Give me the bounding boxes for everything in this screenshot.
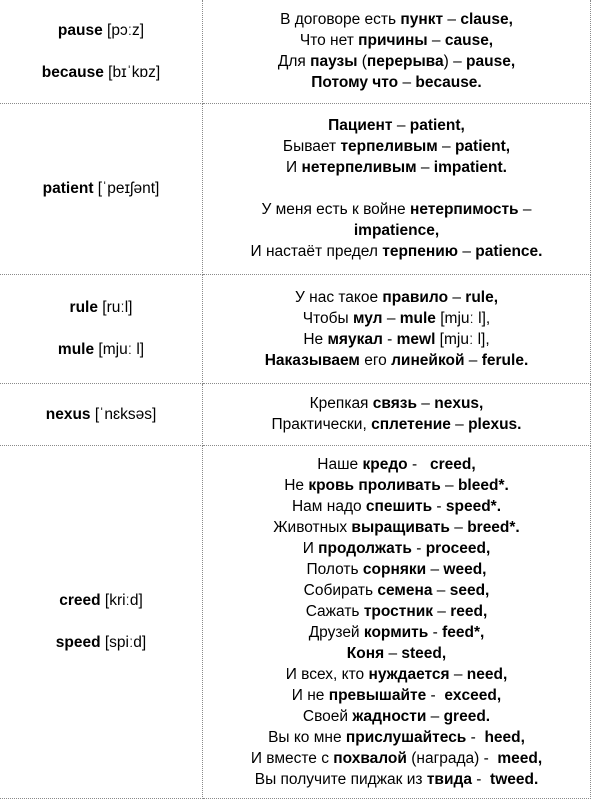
verse-text: – bbox=[398, 74, 416, 92]
verse-text: И bbox=[286, 159, 302, 176]
verse-line bbox=[203, 157, 590, 178]
verse-line bbox=[203, 72, 590, 93]
table-row bbox=[0, 103, 591, 274]
verse-text: – bbox=[437, 138, 455, 155]
verse-text: – bbox=[384, 644, 402, 662]
verse-line bbox=[203, 220, 590, 241]
transcription: [ˈpeɪʃənt] bbox=[97, 180, 160, 197]
stanza-break bbox=[203, 178, 590, 199]
highlighted-term: семена bbox=[377, 581, 433, 599]
highlighted-term: creed, bbox=[430, 455, 476, 473]
highlighted-term: reed, bbox=[450, 602, 488, 620]
highlighted-term: need, bbox=[466, 665, 508, 683]
verse-line bbox=[203, 308, 590, 329]
verse-line bbox=[203, 350, 590, 371]
highlighted-term: plexus. bbox=[468, 416, 522, 433]
verse-line bbox=[203, 199, 590, 220]
table-row bbox=[0, 0, 591, 103]
verse-text: – bbox=[458, 243, 476, 260]
verse-line bbox=[203, 287, 590, 308]
verse-text: Не bbox=[284, 476, 309, 494]
highlighted-term: pause, bbox=[466, 53, 516, 71]
verse-text: У меня есть к войне bbox=[261, 201, 410, 218]
verse-text: – bbox=[427, 32, 445, 50]
verse-text: [mjuː l], bbox=[435, 330, 490, 348]
verse-text: Полоть bbox=[306, 560, 363, 578]
verse-line bbox=[203, 51, 590, 72]
highlighted-term: пункт bbox=[400, 11, 444, 29]
verse-text: – bbox=[449, 665, 467, 683]
highlighted-term: продолжать bbox=[318, 539, 412, 557]
word-cell bbox=[0, 383, 203, 445]
verse-line bbox=[203, 115, 590, 136]
verse-cell bbox=[203, 274, 591, 383]
table-row bbox=[0, 383, 591, 445]
verse-text: его bbox=[359, 351, 392, 369]
highlighted-term: tweed. bbox=[490, 770, 539, 788]
verse-line bbox=[203, 706, 590, 727]
verse-text: Практически, bbox=[271, 416, 372, 433]
verse-text: - bbox=[382, 330, 397, 348]
verse-line bbox=[203, 241, 590, 262]
english-word: mule bbox=[57, 341, 95, 358]
verse-text: Животных bbox=[273, 518, 352, 536]
verse-text: Для bbox=[277, 53, 311, 71]
verse-text: (награда) - bbox=[406, 749, 498, 767]
verse-line bbox=[203, 748, 590, 769]
verse-text: Своей bbox=[302, 707, 353, 725]
highlighted-term: patience. bbox=[475, 243, 543, 260]
english-word: pause bbox=[57, 21, 103, 39]
highlighted-term: терпеливым bbox=[340, 138, 438, 155]
transcription: [bɪˈkɒz] bbox=[108, 63, 161, 81]
verse-line bbox=[203, 769, 590, 790]
word-cell bbox=[0, 274, 203, 383]
verse-text: И всех, кто bbox=[285, 665, 369, 683]
verse-line bbox=[203, 727, 590, 748]
highlighted-term: because. bbox=[415, 74, 482, 92]
verse-text: – bbox=[448, 288, 466, 306]
verse-text: – bbox=[443, 11, 461, 29]
highlighted-term: bleed*. bbox=[457, 476, 509, 494]
highlighted-term: кормить bbox=[363, 623, 429, 641]
verse-text: Чтобы bbox=[302, 309, 353, 327]
line-spacer bbox=[0, 41, 202, 62]
verse-cell bbox=[203, 0, 591, 103]
verse-text: И bbox=[302, 539, 319, 557]
highlighted-term: твида bbox=[426, 770, 472, 788]
verse-text: - bbox=[432, 497, 446, 515]
highlighted-term: Потому что bbox=[311, 74, 399, 92]
highlighted-term: impatient. bbox=[433, 159, 507, 176]
highlighted-term: seed, bbox=[449, 581, 490, 599]
highlighted-term: nexus, bbox=[434, 395, 484, 412]
highlighted-term: proceed, bbox=[425, 539, 491, 557]
verse-line bbox=[203, 496, 590, 517]
verse-text: – bbox=[450, 416, 469, 433]
transcription: [ruːl] bbox=[102, 299, 133, 316]
word-cell bbox=[0, 445, 203, 798]
verse-line bbox=[203, 580, 590, 601]
highlighted-term: нуждается bbox=[368, 665, 450, 683]
verse-text: Наше bbox=[317, 455, 363, 473]
table-row bbox=[0, 445, 591, 798]
verse-text: Крепкая bbox=[309, 395, 373, 412]
highlighted-term: Коня bbox=[346, 644, 385, 662]
verse-text: - bbox=[466, 728, 485, 746]
highlighted-term: mule bbox=[399, 309, 436, 327]
highlighted-term: heed, bbox=[484, 728, 525, 746]
verse-line bbox=[203, 517, 590, 538]
highlighted-term: мяукал bbox=[327, 330, 383, 348]
highlighted-term: cause, bbox=[444, 32, 494, 50]
highlighted-term: clause, bbox=[460, 11, 513, 29]
word-entry bbox=[0, 339, 202, 360]
highlighted-term: Пациент bbox=[328, 117, 393, 134]
verse-text: Вы ко мне bbox=[268, 728, 346, 746]
highlighted-term: steed, bbox=[401, 644, 447, 662]
highlighted-term: impatience, bbox=[353, 222, 440, 239]
verse-line bbox=[203, 643, 590, 664]
highlighted-term: Наказываем bbox=[264, 351, 360, 369]
verse-text: Сажать bbox=[305, 602, 364, 620]
verse-line bbox=[203, 622, 590, 643]
highlighted-term: кредо bbox=[362, 455, 408, 473]
verse-line bbox=[203, 414, 590, 435]
verse-text: – bbox=[432, 581, 450, 599]
verse-cell bbox=[203, 383, 591, 445]
verse-text: И настаёт предел bbox=[250, 243, 383, 260]
verse-text: Собирать bbox=[303, 581, 378, 599]
english-word: rule bbox=[69, 299, 98, 316]
highlighted-term: patient, bbox=[454, 138, 511, 155]
verse-text: – bbox=[518, 201, 532, 218]
verse-cell bbox=[203, 103, 591, 274]
word-entry bbox=[0, 297, 202, 318]
verse-line bbox=[203, 9, 590, 30]
verse-line bbox=[203, 601, 590, 622]
transcription: [mjuː l] bbox=[98, 341, 145, 358]
verse-text: - bbox=[407, 455, 431, 473]
highlighted-term: тростник bbox=[363, 602, 433, 620]
highlighted-term: мул bbox=[352, 309, 383, 327]
verse-text: – bbox=[416, 159, 434, 176]
verse-text: И вместе с bbox=[250, 749, 334, 767]
verse-text: – bbox=[433, 602, 451, 620]
highlighted-term: терпению bbox=[382, 243, 459, 260]
highlighted-term: превышайте bbox=[328, 686, 427, 704]
table-row bbox=[0, 274, 591, 383]
verse-text: [mjuː l], bbox=[435, 309, 491, 327]
transcription: [kriːd] bbox=[104, 592, 143, 609]
verse-text: ) – bbox=[443, 53, 467, 71]
word-cell bbox=[0, 103, 203, 274]
verse-line bbox=[203, 393, 590, 414]
word-cell bbox=[0, 0, 203, 103]
verse-text: – bbox=[382, 309, 400, 327]
verse-text: – bbox=[464, 351, 482, 369]
highlighted-term: meed, bbox=[497, 749, 543, 767]
highlighted-term: нетерпеливым bbox=[301, 159, 417, 176]
verse-line bbox=[203, 559, 590, 580]
transcription: [spiːd] bbox=[104, 634, 147, 651]
verse-text: – bbox=[417, 395, 435, 412]
english-word: speed bbox=[55, 634, 101, 651]
verse-text: – bbox=[392, 117, 410, 134]
verse-line bbox=[203, 475, 590, 496]
highlighted-term: спешить bbox=[365, 497, 433, 515]
highlighted-term: breed*. bbox=[467, 518, 520, 536]
highlighted-term: выращивать bbox=[351, 518, 450, 536]
line-spacer bbox=[0, 611, 202, 632]
highlighted-term: rule, bbox=[465, 288, 499, 306]
highlighted-term: нетерпимость bbox=[409, 201, 519, 218]
verse-text: - bbox=[471, 770, 491, 788]
verse-text: Нам надо bbox=[291, 497, 366, 515]
verse-text: И не bbox=[291, 686, 329, 704]
highlighted-term: weed, bbox=[443, 560, 487, 578]
verse-text: Вы получите пиджак из bbox=[254, 770, 427, 788]
verse-line bbox=[203, 136, 590, 157]
verse-text: У нас такое bbox=[294, 288, 383, 306]
verse-text: В договоре есть bbox=[280, 11, 401, 29]
word-entry bbox=[0, 62, 202, 83]
highlighted-term: exceed, bbox=[444, 686, 502, 704]
verse-line bbox=[203, 329, 590, 350]
word-entry bbox=[0, 404, 202, 425]
highlighted-term: связь bbox=[372, 395, 417, 412]
highlighted-term: сорняки bbox=[362, 560, 427, 578]
verse-text: Что нет bbox=[299, 32, 359, 50]
verse-text: – bbox=[440, 476, 458, 494]
verse-text: – bbox=[426, 707, 444, 725]
transcription: [pɔːz] bbox=[107, 21, 145, 39]
verse-text: – bbox=[426, 560, 444, 578]
verse-line bbox=[203, 664, 590, 685]
highlighted-term: сплетение bbox=[371, 416, 451, 433]
highlighted-term: mewl bbox=[396, 330, 436, 348]
highlighted-term: patient, bbox=[409, 117, 465, 134]
word-entry bbox=[0, 632, 202, 653]
highlighted-term: линейкой bbox=[391, 351, 465, 369]
highlighted-term: прислушайтесь bbox=[345, 728, 467, 746]
highlighted-term: паузы bbox=[310, 53, 358, 71]
verse-line bbox=[203, 30, 590, 51]
verse-text: Бывает bbox=[282, 138, 341, 155]
transcription: [ˈnɛksəs] bbox=[94, 405, 157, 423]
verse-text: ( bbox=[357, 53, 367, 71]
verse-text: - bbox=[411, 539, 426, 557]
highlighted-term: жадности bbox=[352, 707, 427, 725]
verse-line bbox=[203, 685, 590, 706]
verse-cell bbox=[203, 445, 591, 798]
english-word: nexus bbox=[45, 405, 91, 423]
highlighted-term: greed. bbox=[443, 707, 491, 725]
highlighted-term: feed*, bbox=[442, 623, 485, 641]
english-word: patient bbox=[42, 180, 94, 197]
verse-line bbox=[203, 538, 590, 559]
word-entry bbox=[0, 20, 202, 41]
verse-text: Не bbox=[303, 330, 328, 348]
verse-text: – bbox=[449, 518, 468, 536]
highlighted-term: перерыва bbox=[366, 53, 444, 71]
english-word: creed bbox=[59, 592, 101, 609]
word-entry bbox=[0, 178, 202, 199]
verse-text: - bbox=[426, 686, 445, 704]
highlighted-term: причины bbox=[358, 32, 428, 50]
verse-text: Друзей bbox=[308, 623, 364, 641]
word-entry bbox=[0, 590, 202, 611]
verse-line bbox=[203, 454, 590, 475]
highlighted-term: кровь проливать bbox=[308, 476, 441, 494]
highlighted-term: похвалой bbox=[333, 749, 407, 767]
line-spacer bbox=[0, 318, 202, 339]
highlighted-term: speed*. bbox=[445, 497, 502, 515]
english-word: because bbox=[41, 63, 104, 81]
highlighted-term: ferule. bbox=[481, 351, 529, 369]
verse-text: - bbox=[428, 623, 443, 641]
highlighted-term: правило bbox=[382, 288, 449, 306]
